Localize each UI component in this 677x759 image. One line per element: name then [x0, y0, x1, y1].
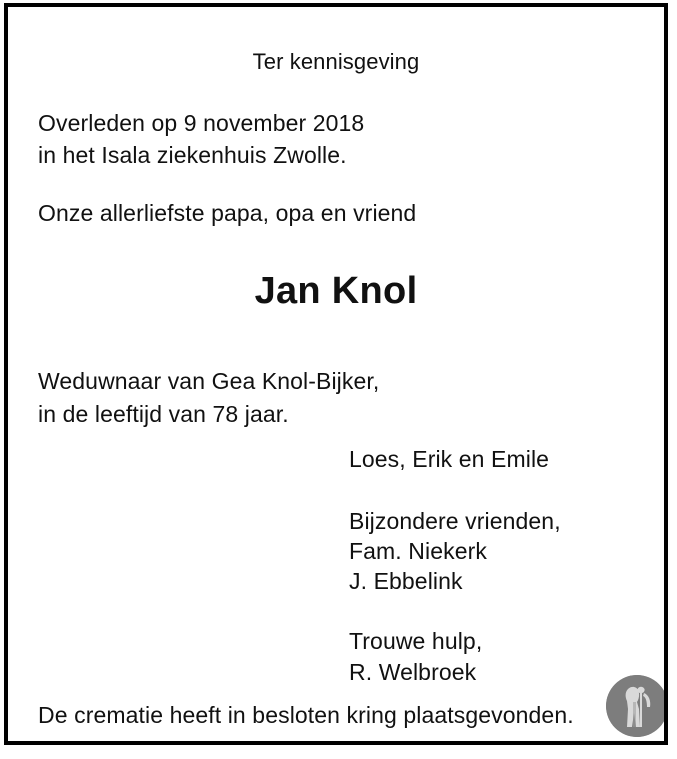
- notice-heading: Ter kennisgeving: [252, 49, 420, 74]
- relation-line: Onze allerliefste papa, opa en vriend: [38, 200, 417, 226]
- cremation-closing-line: De crematie heeft in besloten kring plaatsgevonden.: [38, 702, 574, 728]
- mourning-figure-logo-icon: [606, 675, 668, 737]
- death-date-line: Overleden op 9 november 2018: [38, 110, 365, 136]
- deceased-name: Jan Knol: [254, 270, 418, 312]
- widower-line: Weduwnaar van Gea Knol-Bijker,: [38, 368, 380, 394]
- signatory-helper-name: R. Welbroek: [349, 659, 477, 685]
- signatory-friends-name-2: J. Ebbelink: [349, 568, 463, 594]
- obituary-notice-card: [4, 3, 668, 745]
- signatory-friends-name-1: Fam. Niekerk: [349, 538, 487, 564]
- notice-content: [8, 7, 664, 741]
- death-place-line: in het Isala ziekenhuis Zwolle.: [38, 142, 347, 168]
- signatory-helper-title: Trouwe hulp,: [349, 628, 483, 654]
- signatory-friends-title: Bijzondere vrienden,: [349, 508, 561, 534]
- signatory-children: Loes, Erik en Emile: [349, 446, 550, 472]
- age-line: in de leeftijd van 78 jaar.: [38, 401, 289, 427]
